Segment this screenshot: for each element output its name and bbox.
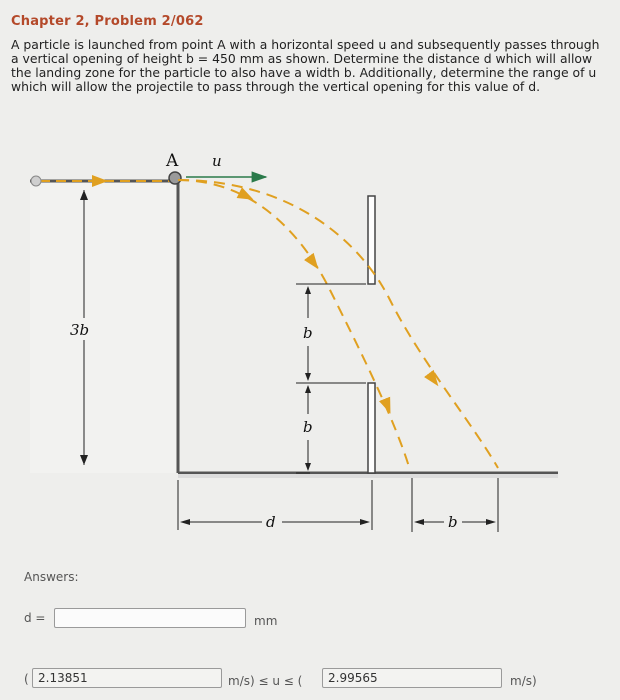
label-b-lower: b — [303, 418, 313, 436]
answer-u-row — [24, 668, 604, 692]
u-min-prefix: ( — [24, 672, 29, 686]
u-range-middle: m/s) ≤ u ≤ ( — [228, 674, 303, 688]
trajectory-outer — [178, 180, 498, 468]
particle-start — [31, 176, 41, 186]
label-u: u — [212, 152, 222, 170]
d-input[interactable] — [54, 608, 246, 628]
d-label: d = — [24, 611, 46, 625]
problem-title: Chapter 2, Problem 2/062 — [11, 14, 204, 29]
label-d: d — [266, 513, 276, 531]
d-unit: mm — [254, 614, 278, 628]
label-A: A — [166, 151, 179, 171]
u-max-input[interactable] — [322, 668, 502, 688]
problem-figure — [0, 140, 620, 550]
u-max-unit: m/s) — [510, 674, 537, 688]
label-b-upper: b — [303, 324, 313, 342]
label-b-landing: b — [448, 513, 458, 531]
particle-at-A — [169, 172, 181, 184]
problem-statement: A particle is launched from point A with a horizontal speed u and subsequently passes through a vertical opening of height b = 450 mm as shown. Determine the distance d which will allow the landing zone for the particle to also have a width b. Additionally, determine the range of u which will allow the projectile to pass through the vertical opening for this value of d. — [11, 37, 600, 94]
u-min-input[interactable] — [32, 668, 222, 688]
label-3b: 3b — [70, 321, 90, 339]
lower-wall — [368, 383, 375, 473]
answers-heading: Answers: — [24, 570, 79, 584]
